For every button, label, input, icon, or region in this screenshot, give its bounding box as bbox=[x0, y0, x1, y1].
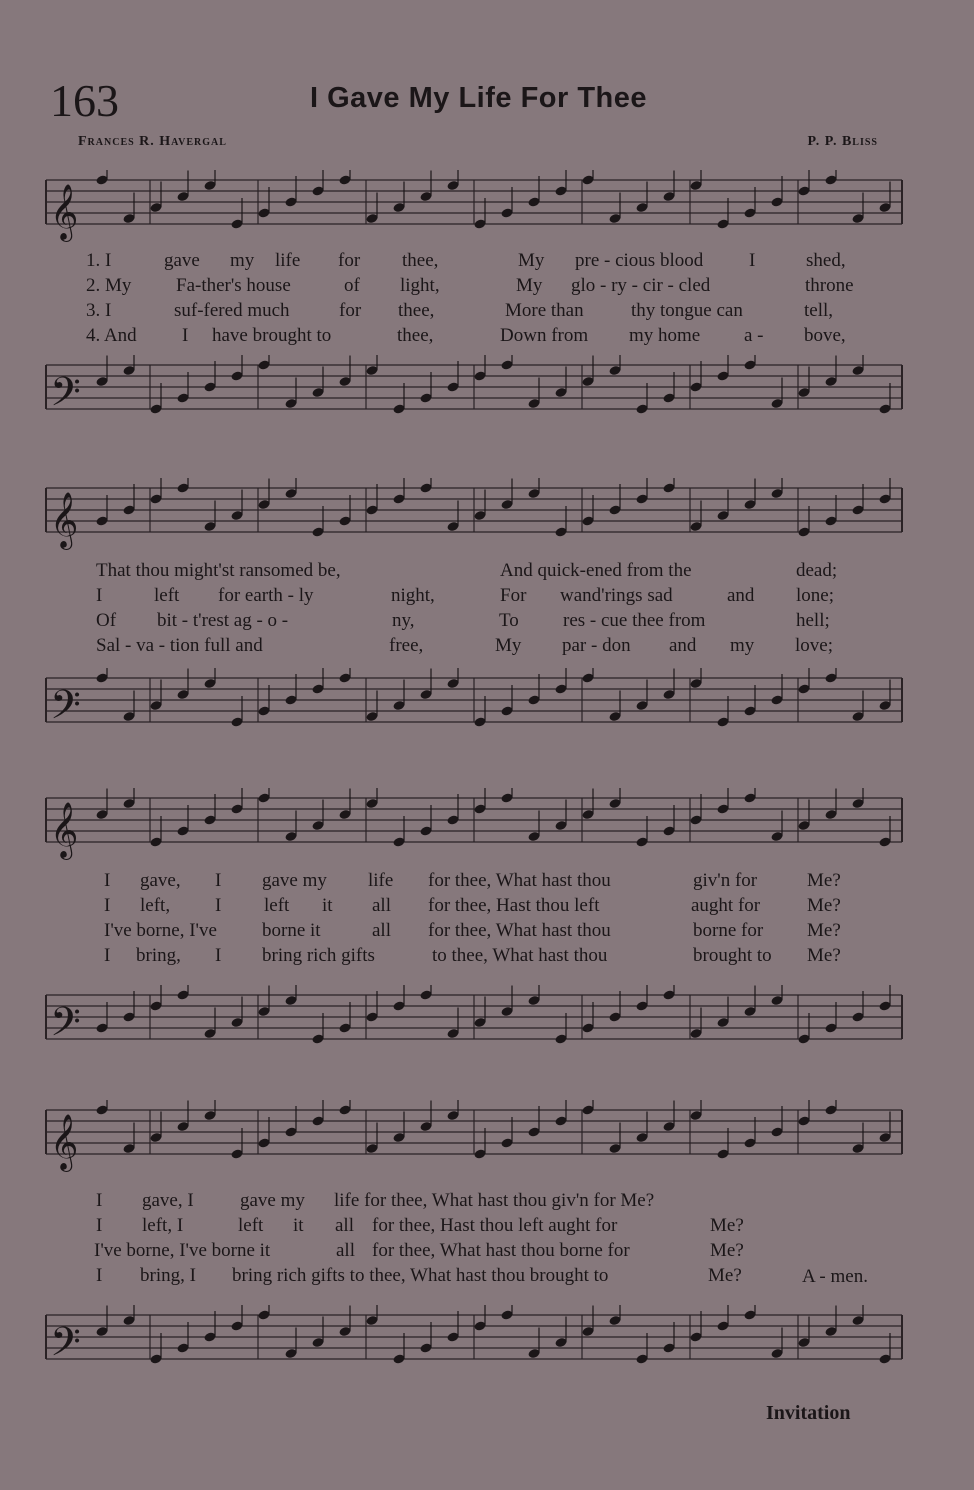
lyric-line: 1. I gave my life for thee, My pre - cious blood I shed, bbox=[86, 250, 846, 271]
svg-text:𝄞: 𝄞 bbox=[50, 802, 79, 858]
svg-text:𝄢: 𝄢 bbox=[50, 369, 81, 425]
hymn-number: 163 bbox=[50, 75, 119, 126]
lyric-line: I bring, I bring rich gifts to thee, What hast thou brought to Me? bbox=[104, 945, 841, 966]
treble-staff-1 bbox=[42, 170, 906, 260]
staff-lines bbox=[42, 668, 906, 758]
lyric-line: 3. I suf-fered much for thee, More than thy tongue can tell, bbox=[86, 300, 834, 321]
staff-lines bbox=[42, 1100, 906, 1190]
lyric-line: I left, I left it all for thee, Hast thou left aught for Me? bbox=[96, 1215, 744, 1236]
staff-lines bbox=[42, 788, 906, 878]
bass-staff-4 bbox=[42, 1305, 906, 1395]
svg-text:𝄞: 𝄞 bbox=[50, 492, 79, 548]
author-credit: Frances R. Havergal bbox=[78, 134, 227, 149]
composer-credit: P. P. Bliss bbox=[807, 134, 878, 149]
treble-staff-2 bbox=[42, 478, 906, 568]
bass-staff-3 bbox=[42, 985, 906, 1075]
lyric-line: I left for earth - ly night, For wand'rings sad and lone; bbox=[96, 585, 834, 606]
lyric-line: Sal - va - tion full and free, My par - don and my love; bbox=[96, 635, 833, 656]
staff-lines bbox=[42, 355, 906, 445]
lyric-line: That thou might'st ransomed be, And quick-ened from the dead; bbox=[96, 560, 838, 581]
section-label: Invitation bbox=[766, 1402, 851, 1424]
lyric-line: 4. And I have brought to thee, Down from my home a - bove, bbox=[86, 325, 846, 346]
lyric-line: Of bit - t'rest ag - o - ny, To res - cue thee from hell; bbox=[96, 610, 830, 631]
lyric-line: I bring, I bring rich gifts to thee, What hast thou brought to Me? bbox=[96, 1265, 742, 1286]
svg-text:𝄢: 𝄢 bbox=[50, 999, 81, 1055]
svg-text:𝄞: 𝄞 bbox=[50, 1114, 79, 1170]
staff-lines bbox=[42, 170, 906, 260]
lyric-line: I've borne, I've borne it all for thee, What hast thou borne for Me? bbox=[104, 920, 841, 941]
amen-text: A - men. bbox=[802, 1266, 868, 1287]
staff-lines bbox=[42, 985, 906, 1075]
svg-text:𝄢: 𝄢 bbox=[50, 682, 81, 738]
svg-text:𝄞: 𝄞 bbox=[50, 184, 79, 240]
lyric-line: I left, I left it all for thee, Hast thou left aught for Me? bbox=[104, 895, 841, 916]
lyric-line: I gave, I gave my life for thee, What hast thou giv'n for Me? bbox=[104, 870, 841, 891]
hymn-title: I Gave My Life For Thee bbox=[310, 82, 648, 114]
lyric-line: I've borne, I've borne it all for thee, What hast thou borne for Me? bbox=[94, 1240, 744, 1261]
staff-lines bbox=[42, 1305, 906, 1395]
lyric-line: I gave, I gave my life for thee, What hast thou giv'n for Me? bbox=[96, 1190, 655, 1211]
svg-text:𝄢: 𝄢 bbox=[50, 1319, 81, 1375]
staff-lines bbox=[42, 478, 906, 568]
treble-staff-4 bbox=[42, 1100, 906, 1190]
bass-staff-2 bbox=[42, 668, 906, 758]
treble-staff-3 bbox=[42, 788, 906, 878]
lyric-line: 2. My Fa-ther's house of light, My glo - ry - cir - cled throne bbox=[86, 275, 854, 296]
bass-staff-1 bbox=[42, 355, 906, 445]
